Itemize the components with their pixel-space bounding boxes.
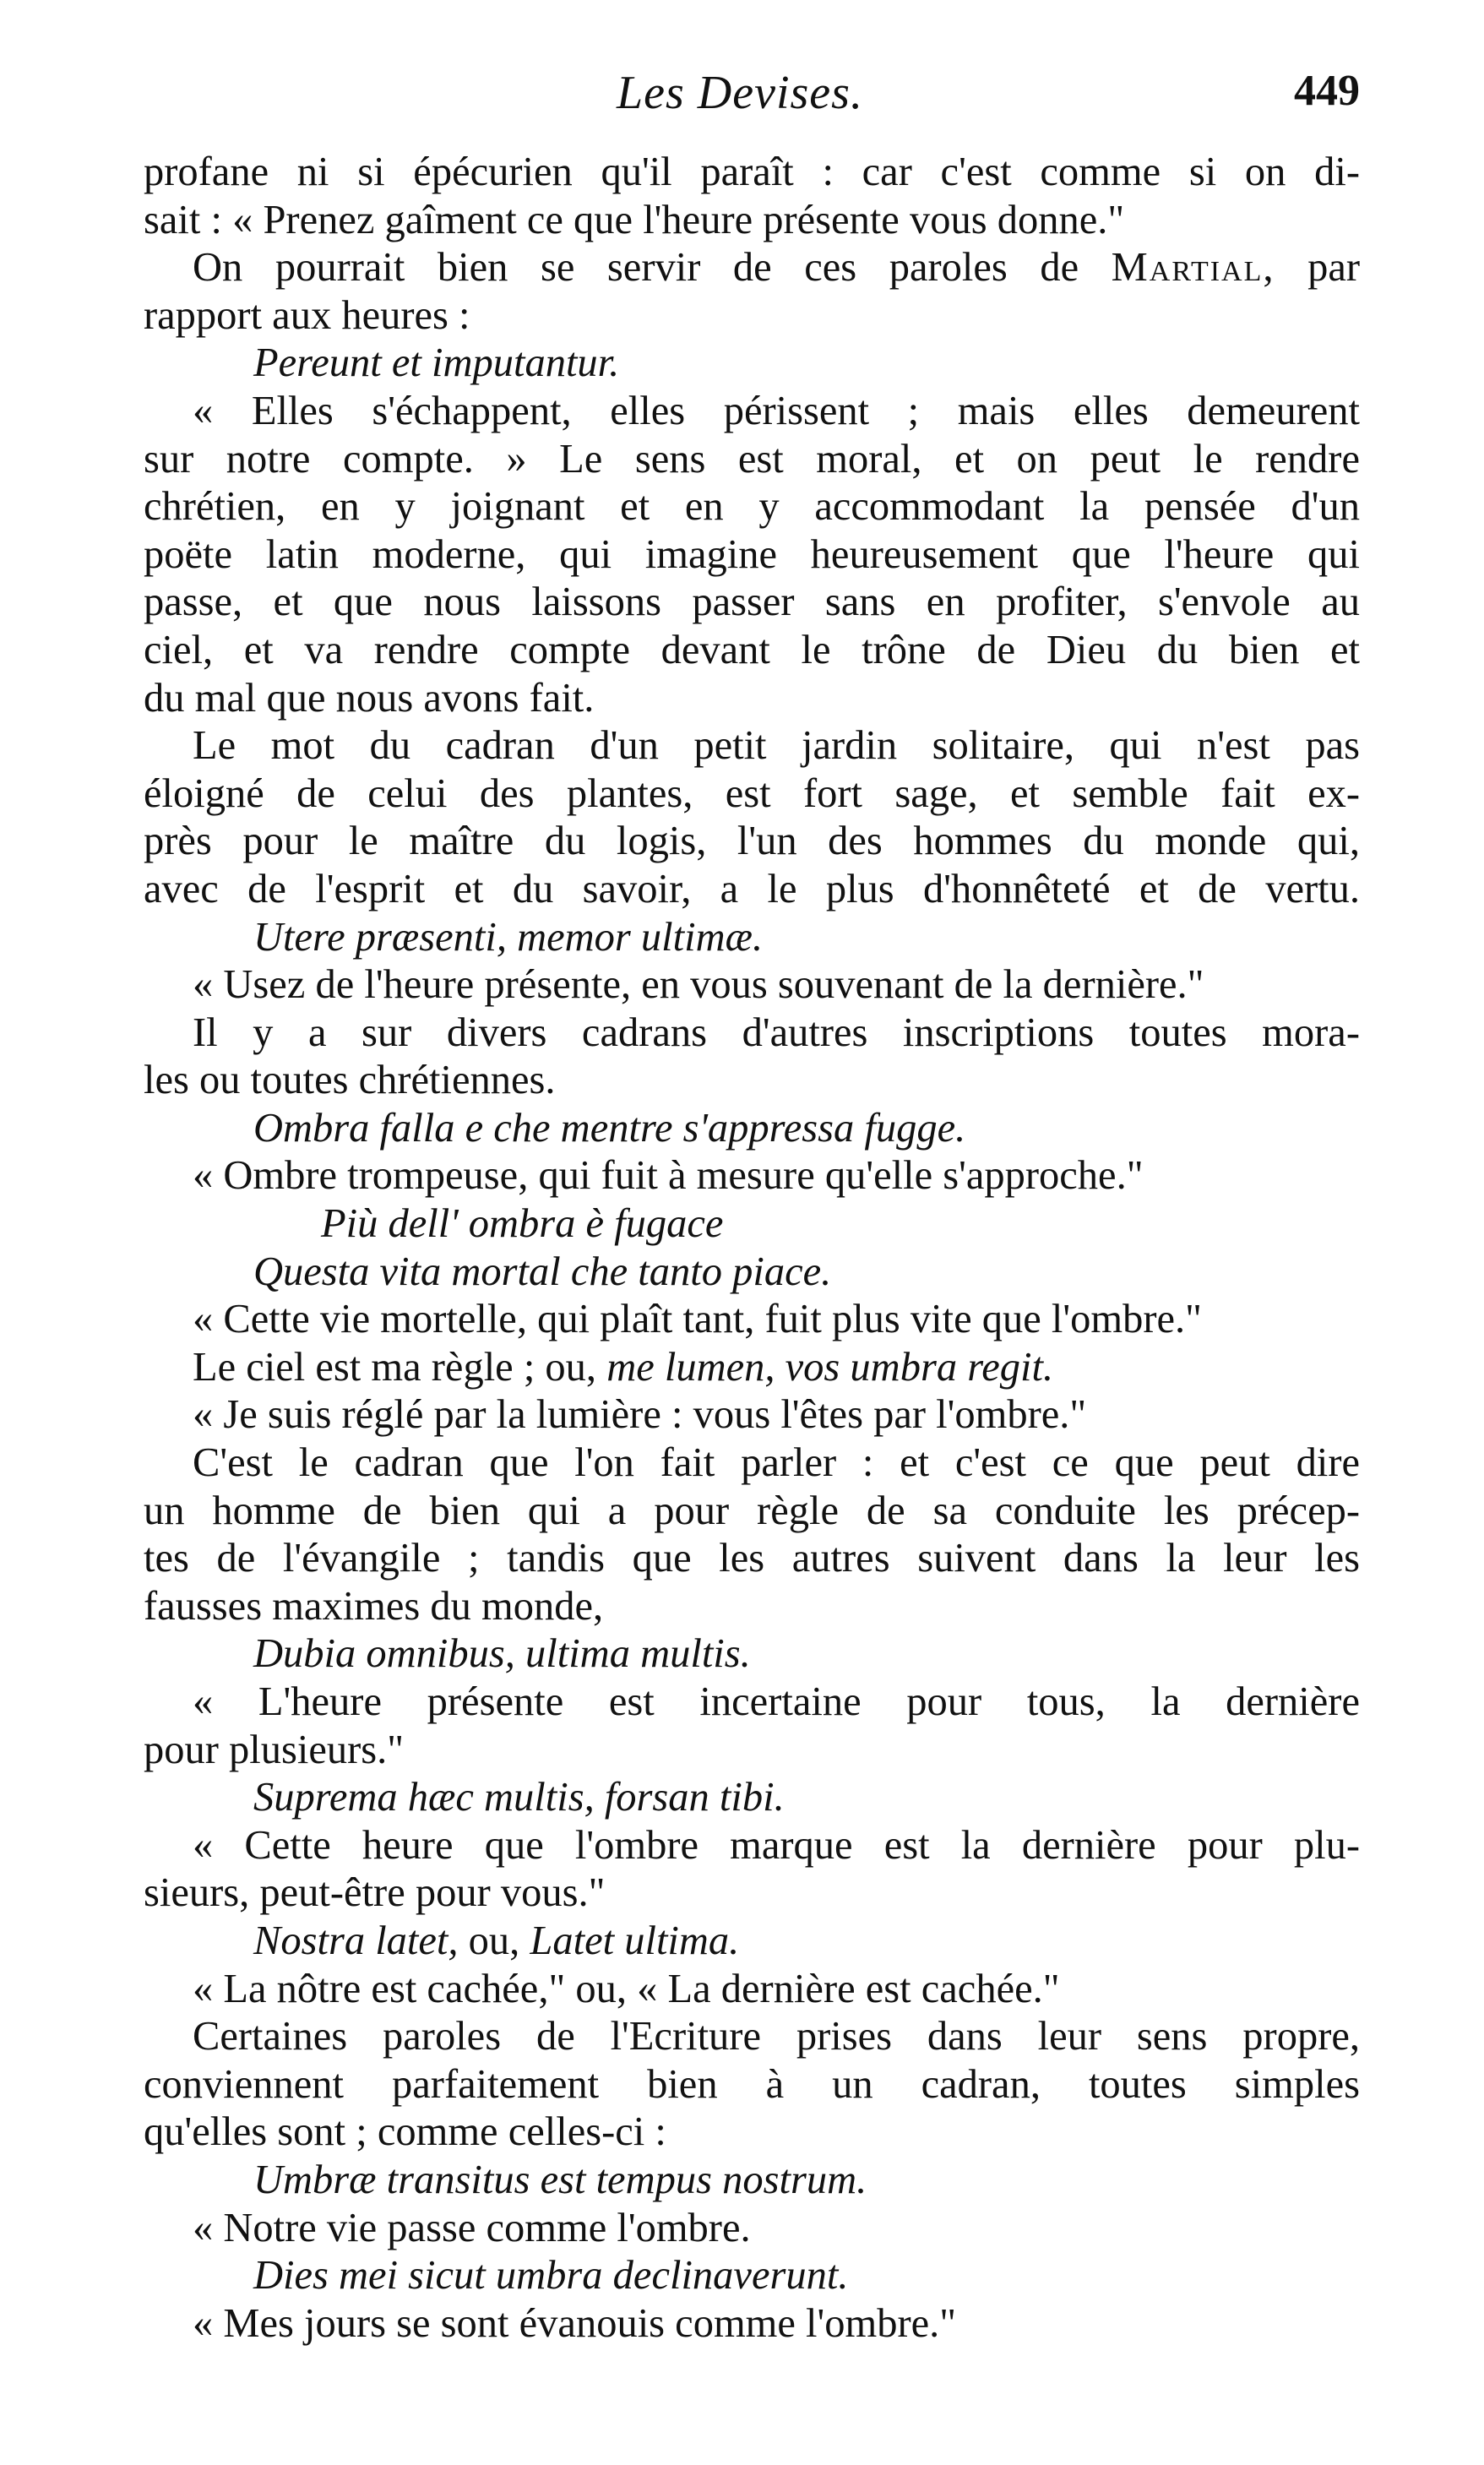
text-line: sieurs, peut-être pour vous." <box>144 1870 606 1916</box>
text-line: Le mot du cadran d'un petit jardin solitaire, qui n'est pas <box>193 723 1360 769</box>
latin-motto: Dubia omnibus, ultima multis. <box>253 1631 751 1677</box>
text-line: Certaines paroles de l'Ecriture prises dans leur sens propre, <box>193 2014 1360 2060</box>
text-line: « L'heure présente est incertaine pour tous, la dernière <box>193 1679 1360 1724</box>
text-line: « Usez de l'heure présente, en vous souvenant de la dernière." <box>193 962 1204 1008</box>
text-line: C'est le cadran que l'on fait parler : et c'est ce que peut dire <box>193 1440 1360 1486</box>
text-line: profane ni si épécurien qu'il paraît : car c'est comme si on di- <box>144 150 1360 194</box>
latin-motto: Utere præsenti, memor ultimæ. <box>253 914 764 960</box>
text-line: avec de l'esprit et du savoir, a le plus d'honnêteté et de vertu. <box>144 866 1360 911</box>
text-line: pour plusieurs." <box>144 1727 405 1772</box>
text-line: qu'elles sont ; comme celles-ci : <box>144 2109 666 2155</box>
text-line: éloigné de celui des plantes, est fort sage, et semble fait ex- <box>144 770 1360 816</box>
text-line: ciel, et va rendre compte devant le trône de Dieu du bien et <box>144 627 1360 672</box>
text-line: les ou toutes chrétiennes. <box>144 1058 556 1103</box>
text-line: Il y a sur divers cadrans d'autres inscriptions toutes mora- <box>193 1009 1360 1055</box>
latin-motto: Suprema hæc multis, forsan tibi. <box>253 1775 785 1820</box>
latin-motto: Dies mei sicut umbra declinaverunt. <box>253 2253 849 2299</box>
latin-motto: Pereunt et imputantur. <box>253 340 620 386</box>
text-line: du mal que nous avons fait. <box>144 675 595 721</box>
text-line: On pourrait bien se servir de ces paroles de Martial, par <box>193 245 1360 291</box>
text-line: sur notre compte. » Le sens est moral, et on peut le rendre <box>144 436 1360 482</box>
text-line: « La nôtre est cachée," ou, « La dernière est cachée." <box>193 1966 1060 2011</box>
text-line: sait : « Prenez gaîment ce que l'heure présente vous donne." <box>144 197 1125 242</box>
italian-motto: Questa vita mortal che tanto piace. <box>253 1249 832 1294</box>
author-name: Martial, <box>1111 245 1275 291</box>
text-line: conviennent parfaitement bien à un cadran, toutes simples <box>144 2061 1360 2107</box>
page-header <box>144 66 1360 133</box>
text-line: tes de l'évangile ; tandis que les autres suivent dans la leur les <box>144 1536 1360 1581</box>
page-number: 449 <box>1294 67 1360 115</box>
text-line: fausses maximes du monde, <box>144 1583 604 1629</box>
text-line: passe, et que nous laissons passer sans en profiter, s'envole au <box>144 580 1360 625</box>
text-line: Le ciel est ma règle ; ou, me lumen, vos umbra regit. <box>193 1344 1054 1390</box>
text-line: « Je suis réglé par la lumière : vous l'êtes par l'ombre." <box>193 1392 1087 1438</box>
latin-motto: Nostra latet, ou, Latet ultima. <box>253 1918 740 1963</box>
text-line: « Cette heure que l'ombre marque est la dernière pour plu- <box>193 1822 1360 1868</box>
latin-motto: me lumen, vos umbra regit. <box>606 1344 1054 1390</box>
text-line: un homme de bien qui a pour règle de sa conduite les précep- <box>144 1488 1360 1533</box>
text-line: rapport aux heures : <box>144 292 470 338</box>
text-line: chrétien, en y joignant et en y accommodant la pensée d'un <box>144 484 1360 530</box>
text-line: « Ombre trompeuse, qui fuit à mesure qu'elle s'approche." <box>193 1153 1144 1199</box>
text-line: « Mes jours se sont évanouis comme l'ombre." <box>193 2300 957 2346</box>
text-line: « Notre vie passe comme l'ombre. <box>193 2205 751 2250</box>
italian-motto: Più dell' ombra è fugace <box>321 1201 724 1247</box>
text-line: « Elles s'échappent, elles périssent ; mais elles demeurent <box>193 388 1360 433</box>
text-line: « Cette vie mortelle, qui plaît tant, fuit plus vite que l'ombre." <box>193 1297 1202 1342</box>
page-body <box>144 149 1360 2348</box>
text-line: poëte latin moderne, qui imagine heureusement que l'heure qui <box>144 531 1360 577</box>
running-title: Les Devises. <box>617 67 863 119</box>
italian-motto: Ombra falla e che mentre s'appressa fugge. <box>253 1105 966 1151</box>
text-line: près pour le maître du logis, l'un des hommes du monde qui, <box>144 819 1360 864</box>
latin-motto: Umbræ transitus est tempus nostrum. <box>253 2157 867 2202</box>
